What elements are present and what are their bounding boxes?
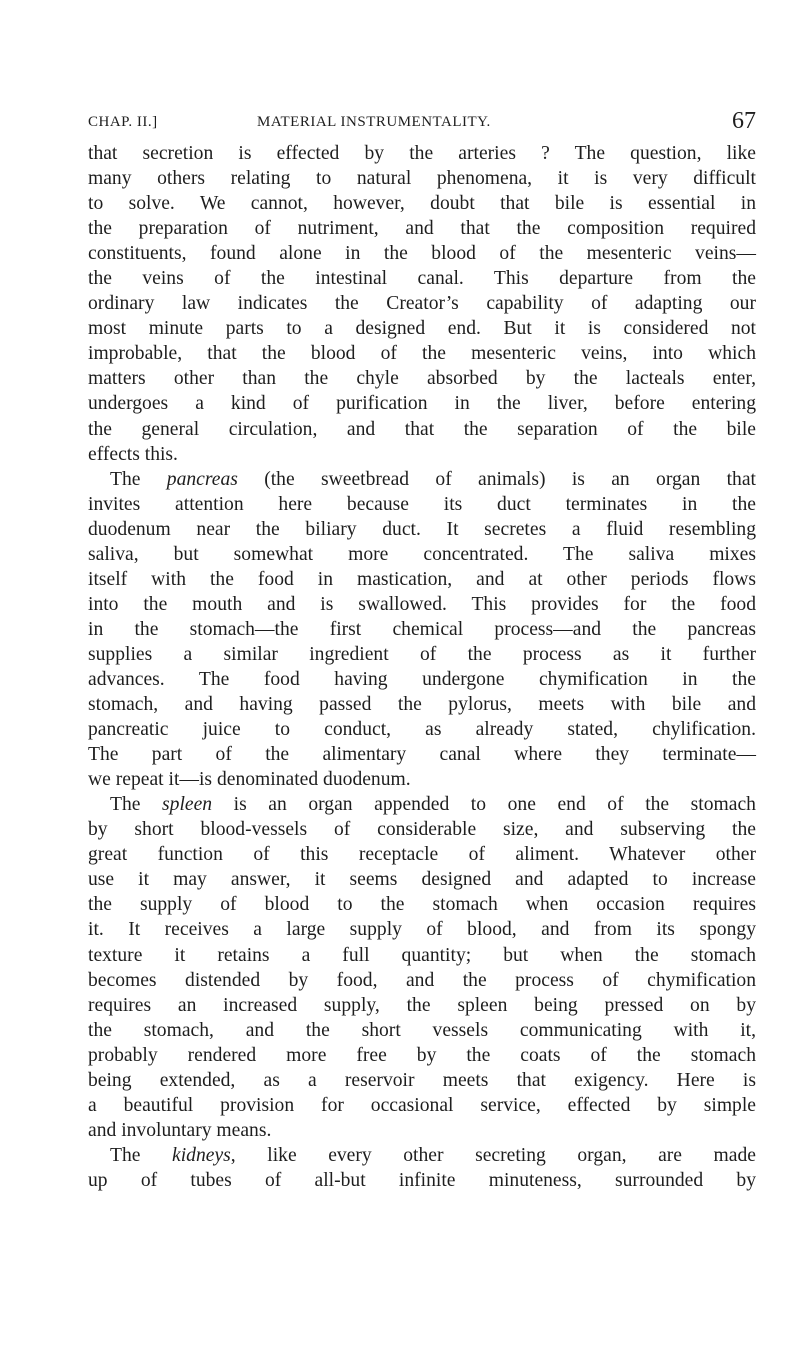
text-line: texture it retains a full quantity; but when the stomach	[88, 944, 756, 966]
lead-post: , like every other secreting organ, are made	[230, 1144, 756, 1166]
text-line: undergoes a kind of purification in the liver, before entering	[88, 393, 756, 415]
text-line: use it may answer, it seems designed and adapted to increase	[88, 869, 756, 891]
lead-pre: The	[110, 468, 167, 490]
chapter-label: CHAP. II.]	[88, 114, 158, 130]
text-line: the general circulation, and that the separation of the bile	[88, 418, 756, 440]
text-line: ordinary law indicates the Creator’s capability of adapting our	[88, 293, 756, 315]
text-line: effects this.	[88, 443, 178, 465]
text-line: improbable, that the blood of the mesenteric veins, into which	[88, 343, 756, 365]
paragraph	[88, 141, 756, 467]
text-line: it. It receives a large supply of blood, and from its spongy	[88, 919, 756, 941]
text-line: probably rendered more free by the coats of the stomach	[88, 1044, 756, 1066]
text-line: into the mouth and is swallowed. This provides for the food	[88, 593, 756, 615]
text-line: we repeat it—is denominated duodenum.	[88, 769, 411, 791]
running-title: MATERIAL INSTRUMENTALITY.	[257, 114, 491, 130]
text-line: most minute parts to a designed end. But it is considered not	[88, 318, 756, 340]
text-line: the supply of blood to the stomach when occasion requires	[88, 894, 756, 916]
paragraph	[88, 1143, 756, 1193]
text-line: The part of the alimentary canal where they terminate—	[88, 744, 756, 766]
text-line: by short blood-vessels of considerable size, and subserving the	[88, 819, 756, 841]
running-head	[88, 108, 756, 136]
page-number: 67	[732, 108, 756, 134]
paragraph	[88, 467, 756, 793]
text-line: supplies a similar ingredient of the process as it further	[88, 643, 756, 665]
text-line: advances. The food having undergone chymification in the	[88, 668, 756, 690]
italic-term: spleen	[162, 794, 213, 816]
paragraph-lead-line	[88, 792, 756, 817]
text-line: saliva, but somewhat more concentrated. The saliva mixes	[88, 543, 756, 565]
text-line: requires an increased supply, the spleen being pressed on by	[88, 994, 756, 1016]
paragraph-lead-line	[88, 467, 756, 492]
text-line: being extended, as a reservoir meets that exigency. Here is	[88, 1069, 756, 1091]
text-line: in the stomach—the first chemical process—and the pancreas	[88, 618, 756, 640]
italic-term: pancreas	[166, 468, 238, 490]
text-line: matters other than the chyle absorbed by the lacteals enter,	[88, 368, 756, 390]
text-line: the stomach, and the short vessels communicating with it,	[88, 1019, 756, 1041]
text-line: itself with the food in mastication, and at other periods flows	[88, 568, 756, 590]
text-line: that secretion is effected by the arteries ? The question, like	[88, 143, 756, 164]
lead-post: is an organ appended to one end of the stomach	[212, 794, 756, 816]
text-line: to solve. We cannot, however, doubt that bile is essential in	[88, 193, 756, 215]
lead-post: (the sweetbread of animals) is an organ that	[237, 468, 756, 490]
text-line: pancreatic juice to conduct, as already stated, chylification.	[88, 719, 756, 741]
text-line: a beautiful provision for occasional service, effected by simple	[88, 1094, 756, 1116]
text-line: many others relating to natural phenomena, it is very difficult	[88, 168, 756, 190]
lead-pre: The	[110, 1144, 173, 1166]
text-line: constituents, found alone in the blood of the mesenteric veins—	[88, 243, 756, 265]
text-line: duodenum near the biliary duct. It secretes a fluid resembling	[88, 518, 756, 540]
text-line: the preparation of nutriment, and that the composition required	[88, 218, 756, 240]
text-line: the veins of the intestinal canal. This departure from the	[88, 268, 756, 290]
text-line: great function of this receptacle of aliment. Whatever other	[88, 844, 756, 866]
text-line: stomach, and having passed the pylorus, meets with bile and	[88, 694, 756, 716]
lead-pre: The	[110, 794, 163, 816]
text-line: and involuntary means.	[88, 1119, 272, 1141]
text-line: invites attention here because its duct terminates in the	[88, 493, 756, 515]
text-line: becomes distended by food, and the process of chymification	[88, 969, 756, 991]
paragraph-lead-line	[88, 1143, 756, 1168]
paragraph	[88, 792, 756, 1143]
text-line: up of tubes of all-but infinite minuteness, surrounded by	[88, 1169, 756, 1191]
italic-term: kidneys	[172, 1144, 231, 1166]
body-text	[88, 141, 756, 1193]
